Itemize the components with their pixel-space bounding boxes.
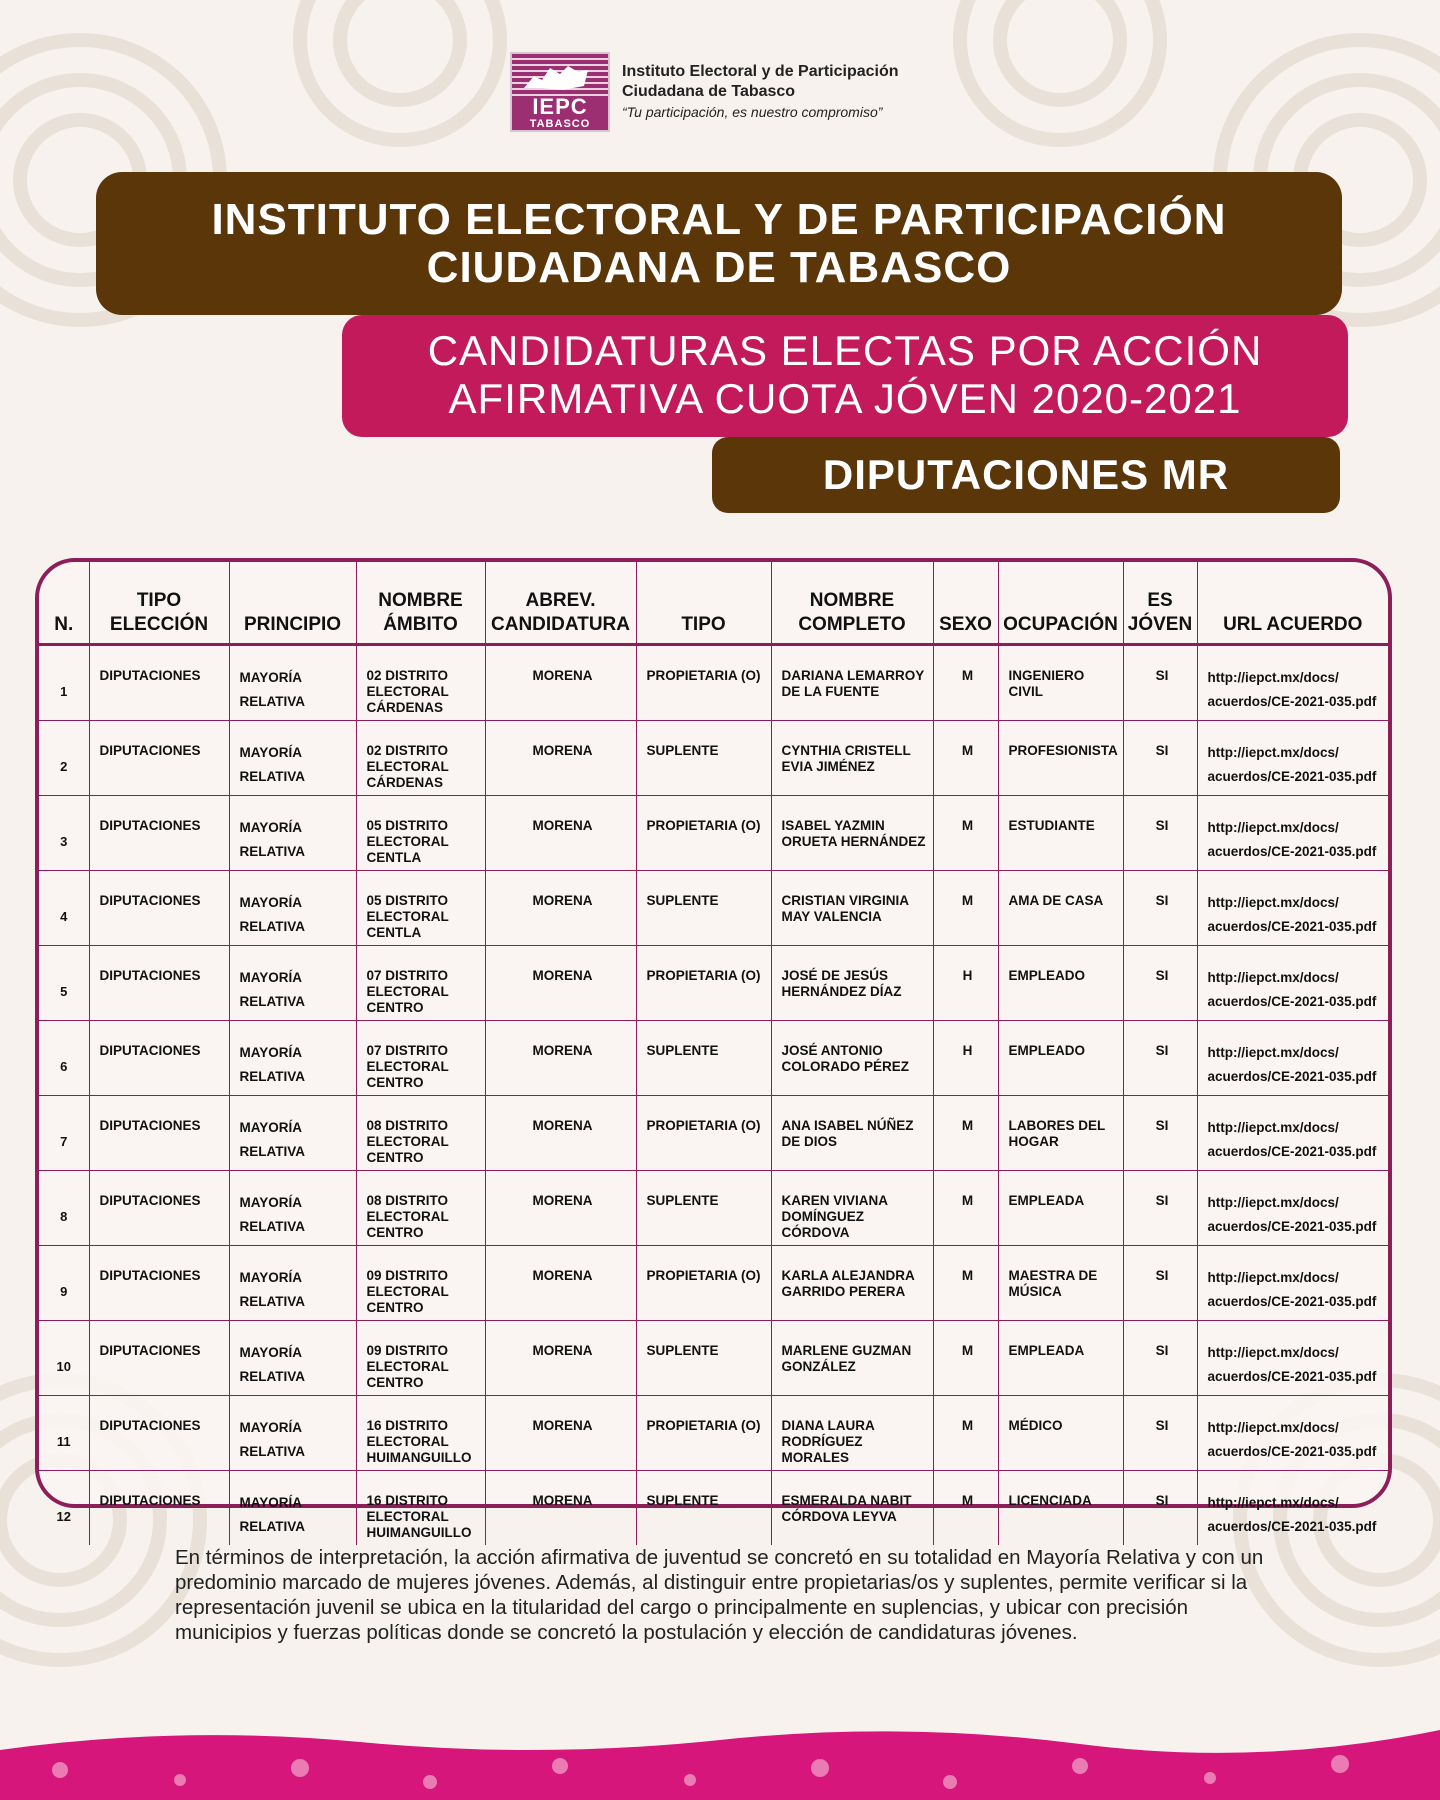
cell-nombre-completo: ANA ISABEL NÚÑEZ DE DIOS — [771, 1096, 933, 1171]
cell-sexo: M — [933, 645, 998, 721]
table-row — [39, 1096, 1388, 1171]
col-header-principio: PRINCIPIO — [229, 562, 356, 645]
cell-sexo: M — [933, 1246, 998, 1321]
cell-nombre-completo: DARIANA LEMARROY DE LA FUENTE — [771, 645, 933, 721]
col-header-tipo: TIPO — [636, 562, 771, 645]
cell-abrev: MORENA — [485, 1021, 636, 1096]
table-row — [39, 721, 1388, 796]
cell-nombre-ambito: 07 DISTRITO ELECTORAL CENTRO — [356, 946, 485, 1021]
col-header-tipo-eleccion: TIPO ELECCIÓN — [89, 562, 229, 645]
col-header-es-joven: ES JÓVEN — [1123, 562, 1197, 645]
logo-word: IEPC — [532, 94, 588, 119]
cell-url-acuerdo[interactable]: http://iepct.mx/docs/ acuerdos/CE-2021-035.pdf — [1197, 946, 1388, 1021]
cell-tipo-eleccion: DIPUTACIONES — [89, 1096, 229, 1171]
cell-tipo-eleccion: DIPUTACIONES — [89, 1021, 229, 1096]
table-row — [39, 1396, 1388, 1471]
cell-ocupacion: AMA DE CASA — [998, 871, 1123, 946]
cell-n: 10 — [39, 1321, 89, 1396]
cell-tipo-eleccion: DIPUTACIONES — [89, 796, 229, 871]
cell-n: 3 — [39, 796, 89, 871]
cell-n: 7 — [39, 1096, 89, 1171]
cell-nombre-ambito: 08 DISTRITO ELECTORAL CENTRO — [356, 1171, 485, 1246]
cell-nombre-completo: CRISTIAN VIRGINIA MAY VALENCIA — [771, 871, 933, 946]
cell-principio: MAYORÍA RELATIVA — [229, 1471, 356, 1546]
cell-tipo-eleccion: DIPUTACIONES — [89, 1321, 229, 1396]
cell-nombre-ambito: 08 DISTRITO ELECTORAL CENTRO — [356, 1096, 485, 1171]
cell-nombre-completo: DIANA LAURA RODRÍGUEZ MORALES — [771, 1396, 933, 1471]
cell-n: 6 — [39, 1021, 89, 1096]
cell-ocupacion: INGENIERO CIVIL — [998, 645, 1123, 721]
main-title-line1: INSTITUTO ELECTORAL Y DE PARTICIPACIÓN — [211, 195, 1227, 244]
cell-tipo: PROPIETARIA (O) — [636, 1246, 771, 1321]
cell-tipo: PROPIETARIA (O) — [636, 1396, 771, 1471]
cell-nombre-ambito: 16 DISTRITO ELECTORAL HUIMANGUILLO — [356, 1396, 485, 1471]
cell-tipo: PROPIETARIA (O) — [636, 645, 771, 721]
cell-principio: MAYORÍA RELATIVA — [229, 1171, 356, 1246]
cell-es-joven: SI — [1123, 796, 1197, 871]
cell-principio: MAYORÍA RELATIVA — [229, 1246, 356, 1321]
cell-es-joven: SI — [1123, 1471, 1197, 1546]
interpretation-paragraph: En términos de interpretación, la acción afirmativa de juventud se concretó en su totalidad en Mayoría Relativa y con un predominio marcado de mujeres jóvenes. Además, al distinguir entre propietarias/os y suplentes, permite verificar si la representación juvenil se ubica en la titularidad del cargo o principalmente en suplencias, y ubicar con precisión municipios y fuerzas políticas donde se concretó la postulación y elección de candidaturas jóvenes. — [175, 1546, 1264, 1644]
cell-principio: MAYORÍA RELATIVA — [229, 1096, 356, 1171]
table-row — [39, 871, 1388, 946]
cell-url-acuerdo[interactable]: http://iepct.mx/docs/ acuerdos/CE-2021-035.pdf — [1197, 1171, 1388, 1246]
table-row — [39, 1021, 1388, 1096]
cell-abrev: MORENA — [485, 1096, 636, 1171]
cell-nombre-completo: KARLA ALEJANDRA GARRIDO PERERA — [771, 1246, 933, 1321]
cell-ocupacion: EMPLEADA — [998, 1321, 1123, 1396]
cell-nombre-ambito: 09 DISTRITO ELECTORAL CENTRO — [356, 1246, 485, 1321]
cell-url-acuerdo[interactable]: http://iepct.mx/docs/ acuerdos/CE-2021-035.pdf — [1197, 1321, 1388, 1396]
org-name-line2: Ciudadana de Tabasco — [622, 83, 796, 100]
cell-n: 1 — [39, 645, 89, 721]
cell-tipo-eleccion: DIPUTACIONES — [89, 871, 229, 946]
org-name-line1: Instituto Electoral y de Participación — [622, 63, 899, 80]
cell-principio: MAYORÍA RELATIVA — [229, 871, 356, 946]
cell-nombre-ambito: 07 DISTRITO ELECTORAL CENTRO — [356, 1021, 485, 1096]
cell-abrev: MORENA — [485, 871, 636, 946]
tabasco-map-icon — [522, 62, 592, 92]
cell-n: 4 — [39, 871, 89, 946]
cell-nombre-completo: ISABEL YAZMIN ORUETA HERNÁNDEZ — [771, 796, 933, 871]
cell-sexo: M — [933, 721, 998, 796]
cell-nombre-ambito: 09 DISTRITO ELECTORAL CENTRO — [356, 1321, 485, 1396]
table-row — [39, 946, 1388, 1021]
cell-tipo-eleccion: DIPUTACIONES — [89, 645, 229, 721]
cell-tipo-eleccion: DIPUTACIONES — [89, 1171, 229, 1246]
cell-sexo: M — [933, 1171, 998, 1246]
cell-tipo: SUPLENTE — [636, 721, 771, 796]
cell-n: 8 — [39, 1171, 89, 1246]
cell-ocupacion: EMPLEADA — [998, 1171, 1123, 1246]
cell-n: 2 — [39, 721, 89, 796]
cell-nombre-ambito: 02 DISTRITO ELECTORAL CÁRDENAS — [356, 721, 485, 796]
cell-sexo: M — [933, 1396, 998, 1471]
subtitle — [342, 315, 1348, 437]
org-slogan: “Tu participación, es nuestro compromiso” — [622, 104, 883, 120]
cell-tipo-eleccion: DIPUTACIONES — [89, 946, 229, 1021]
cell-url-acuerdo[interactable]: http://iepct.mx/docs/ acuerdos/CE-2021-035.pdf — [1197, 871, 1388, 946]
cell-url-acuerdo[interactable]: http://iepct.mx/docs/ acuerdos/CE-2021-035.pdf — [1197, 796, 1388, 871]
cell-abrev: MORENA — [485, 645, 636, 721]
cell-nombre-completo: JOSÉ DE JESÚS HERNÁNDEZ DÍAZ — [771, 946, 933, 1021]
subtitle-line2: AFIRMATIVA CUOTA JÓVEN 2020-2021 — [448, 375, 1242, 422]
cell-tipo: PROPIETARIA (O) — [636, 946, 771, 1021]
col-header-url: URL ACUERDO — [1197, 562, 1388, 645]
cell-nombre-completo: CYNTHIA CRISTELL EVIA JIMÉNEZ — [771, 721, 933, 796]
col-header-nombre-ambito: NOMBRE ÁMBITO — [356, 562, 485, 645]
cell-url-acuerdo[interactable]: http://iepct.mx/docs/ acuerdos/CE-2021-035.pdf — [1197, 1096, 1388, 1171]
org-header — [510, 52, 899, 132]
cell-sexo: M — [933, 871, 998, 946]
cell-es-joven: SI — [1123, 1246, 1197, 1321]
cell-sexo: H — [933, 1021, 998, 1096]
col-header-n: N. — [39, 562, 89, 645]
candidates-table — [35, 558, 1392, 1540]
cell-principio: MAYORÍA RELATIVA — [229, 1396, 356, 1471]
cell-tipo: SUPLENTE — [636, 1471, 771, 1546]
main-title — [96, 172, 1342, 315]
col-header-ocupacion: OCUPACIÓN — [998, 562, 1123, 645]
cell-url-acuerdo[interactable]: http://iepct.mx/docs/ acuerdos/CE-2021-035.pdf — [1197, 721, 1388, 796]
cell-es-joven: SI — [1123, 1321, 1197, 1396]
subtitle-line1: CANDIDATURAS ELECTAS POR ACCIÓN — [427, 327, 1263, 374]
cell-es-joven: SI — [1123, 1396, 1197, 1471]
cell-abrev: MORENA — [485, 1321, 636, 1396]
cell-tipo-eleccion: DIPUTACIONES — [89, 721, 229, 796]
cell-principio: MAYORÍA RELATIVA — [229, 721, 356, 796]
main-title-line2: CIUDADANA DE TABASCO — [426, 243, 1012, 292]
cell-abrev: MORENA — [485, 1471, 636, 1546]
cell-principio: MAYORÍA RELATIVA — [229, 645, 356, 721]
cell-abrev: MORENA — [485, 721, 636, 796]
table-row — [39, 1321, 1388, 1396]
section-title: DIPUTACIONES MR — [712, 437, 1340, 513]
cell-es-joven: SI — [1123, 645, 1197, 721]
cell-nombre-completo: MARLENE GUZMAN GONZÁLEZ — [771, 1321, 933, 1396]
table-row — [39, 1171, 1388, 1246]
cell-tipo-eleccion: DIPUTACIONES — [89, 1396, 229, 1471]
cell-es-joven: SI — [1123, 1171, 1197, 1246]
cell-principio: MAYORÍA RELATIVA — [229, 796, 356, 871]
cell-tipo: PROPIETARIA (O) — [636, 796, 771, 871]
cell-url-acuerdo[interactable]: http://iepct.mx/docs/ acuerdos/CE-2021-035.pdf — [1197, 645, 1388, 721]
cell-principio: MAYORÍA RELATIVA — [229, 946, 356, 1021]
iepc-logo — [510, 52, 610, 132]
logo-sub: TABASCO — [529, 118, 591, 130]
cell-ocupacion: LICENCIADA — [998, 1471, 1123, 1546]
cell-url-acuerdo[interactable]: http://iepct.mx/docs/ acuerdos/CE-2021-035.pdf — [1197, 1246, 1388, 1321]
cell-tipo: SUPLENTE — [636, 1171, 771, 1246]
cell-tipo: SUPLENTE — [636, 1321, 771, 1396]
decorative-footer-band — [0, 1720, 1440, 1800]
cell-es-joven: SI — [1123, 871, 1197, 946]
col-header-sexo: SEXO — [933, 562, 998, 645]
cell-ocupacion: EMPLEADO — [998, 946, 1123, 1021]
cell-sexo: M — [933, 1096, 998, 1171]
cell-nombre-completo: ESMERALDA NABIT CÓRDOVA LEYVA — [771, 1471, 933, 1546]
cell-nombre-completo: JOSÉ ANTONIO COLORADO PÉREZ — [771, 1021, 933, 1096]
cell-url-acuerdo[interactable]: http://iepct.mx/docs/ acuerdos/CE-2021-035.pdf — [1197, 1396, 1388, 1471]
cell-sexo: M — [933, 1471, 998, 1546]
cell-abrev: MORENA — [485, 1171, 636, 1246]
cell-n: 11 — [39, 1396, 89, 1471]
cell-ocupacion: MÉDICO — [998, 1396, 1123, 1471]
cell-n: 12 — [39, 1471, 89, 1546]
cell-principio: MAYORÍA RELATIVA — [229, 1321, 356, 1396]
cell-ocupacion: EMPLEADO — [998, 1021, 1123, 1096]
cell-sexo: H — [933, 946, 998, 1021]
cell-tipo-eleccion: DIPUTACIONES — [89, 1246, 229, 1321]
cell-tipo: SUPLENTE — [636, 871, 771, 946]
cell-n: 5 — [39, 946, 89, 1021]
cell-abrev: MORENA — [485, 946, 636, 1021]
cell-tipo: SUPLENTE — [636, 1021, 771, 1096]
cell-tipo-eleccion: DIPUTACIONES — [89, 1471, 229, 1546]
cell-url-acuerdo[interactable]: http://iepct.mx/docs/ acuerdos/CE-2021-035.pdf — [1197, 1471, 1388, 1546]
cell-nombre-ambito: 16 DISTRITO ELECTORAL HUIMANGUILLO — [356, 1471, 485, 1546]
cell-ocupacion: ESTUDIANTE — [998, 796, 1123, 871]
table-row — [39, 796, 1388, 871]
cell-sexo: M — [933, 796, 998, 871]
cell-ocupacion: PROFESIONISTA — [998, 721, 1123, 796]
cell-ocupacion: LABORES DEL HOGAR — [998, 1096, 1123, 1171]
table-row — [39, 1246, 1388, 1321]
cell-nombre-ambito: 02 DISTRITO ELECTORAL CÁRDENAS — [356, 645, 485, 721]
cell-url-acuerdo[interactable]: http://iepct.mx/docs/ acuerdos/CE-2021-035.pdf — [1197, 1021, 1388, 1096]
cell-ocupacion: MAESTRA DE MÚSICA — [998, 1246, 1123, 1321]
cell-n: 9 — [39, 1246, 89, 1321]
table-header-row — [39, 562, 1388, 645]
cell-es-joven: SI — [1123, 1096, 1197, 1171]
cell-tipo: PROPIETARIA (O) — [636, 1096, 771, 1171]
cell-sexo: M — [933, 1321, 998, 1396]
col-header-abrev: ABREV. CANDIDATURA — [485, 562, 636, 645]
table-row — [39, 1471, 1388, 1546]
cell-nombre-ambito: 05 DISTRITO ELECTORAL CENTLA — [356, 796, 485, 871]
cell-principio: MAYORÍA RELATIVA — [229, 1021, 356, 1096]
table-row — [39, 645, 1388, 721]
cell-abrev: MORENA — [485, 1396, 636, 1471]
col-header-nombre-completo: NOMBRE COMPLETO — [771, 562, 933, 645]
cell-abrev: MORENA — [485, 796, 636, 871]
cell-abrev: MORENA — [485, 1246, 636, 1321]
cell-nombre-completo: KAREN VIVIANA DOMÍNGUEZ CÓRDOVA — [771, 1171, 933, 1246]
cell-nombre-ambito: 05 DISTRITO ELECTORAL CENTLA — [356, 871, 485, 946]
cell-es-joven: SI — [1123, 946, 1197, 1021]
cell-es-joven: SI — [1123, 1021, 1197, 1096]
cell-es-joven: SI — [1123, 721, 1197, 796]
